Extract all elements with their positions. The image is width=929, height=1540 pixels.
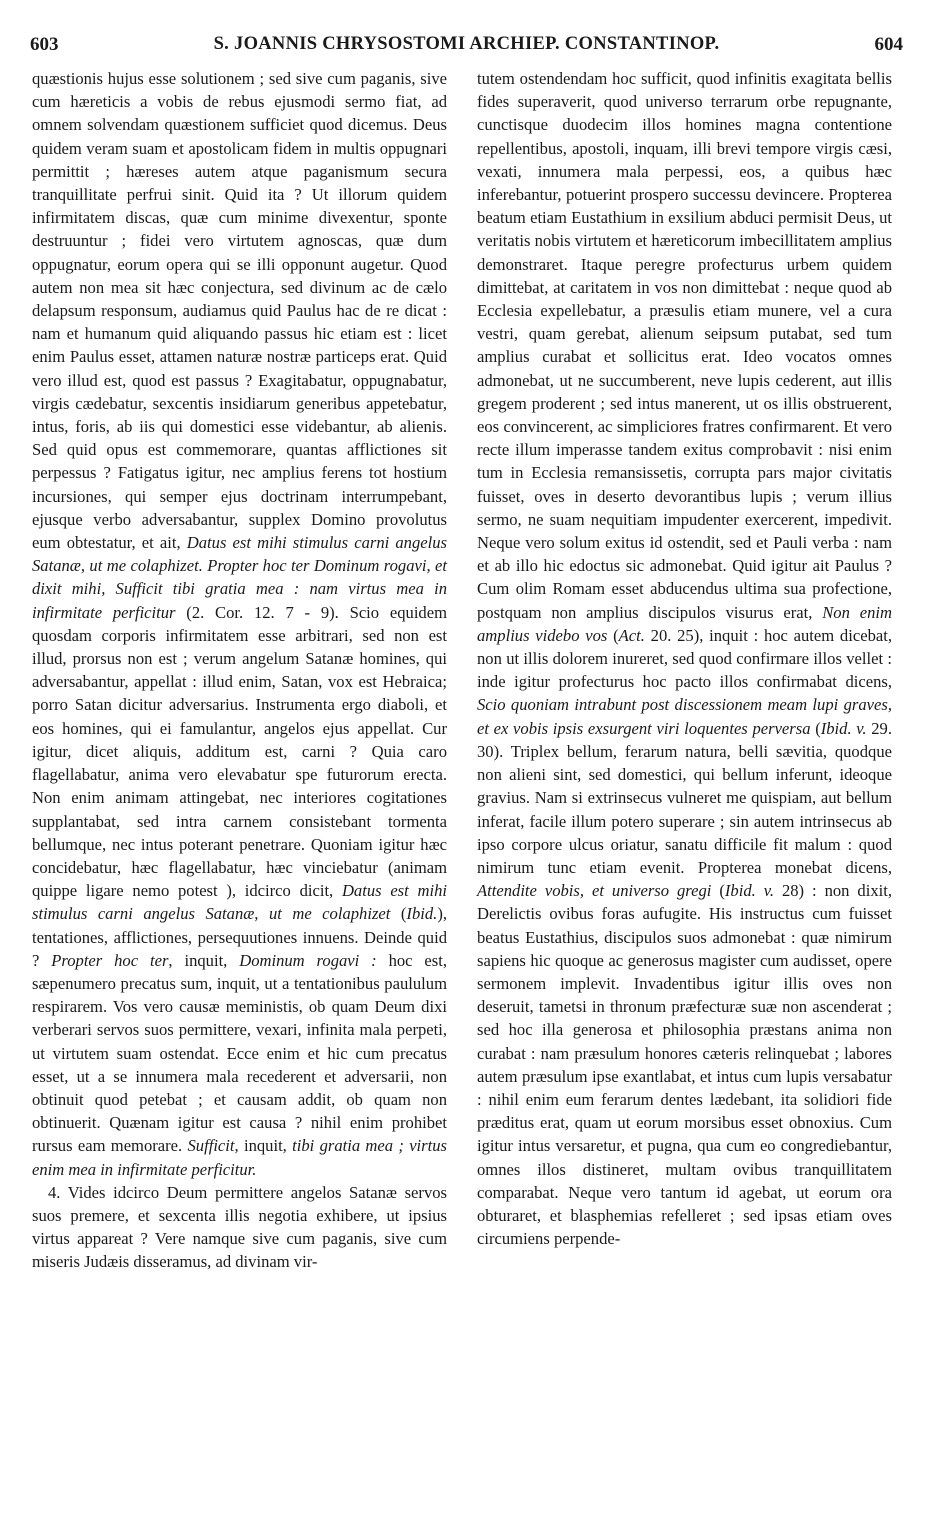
text-run: ( (607, 625, 619, 645)
italic-run: tibi gratia mea ; virtus enim mea in infirmitate perficitur. (32, 1136, 447, 1179)
text-run: 4. Vides idcirco Deum permittere angelos Satanæ servos suos premere, et sexcenta illis negotia exhibere, ut ipsius virtus appareat ? Vere namque sive cum paganis, sive cum miseris Judæis disseramus, ad divinam vir- (32, 1182, 447, 1272)
italic-run: Ibid. v. (820, 718, 867, 738)
paragraph (477, 67, 892, 1250)
text-run: , inquit, (234, 1136, 293, 1156)
text-run: ( (711, 881, 725, 901)
italic-run: Ibid. (406, 904, 438, 924)
right-column (477, 67, 892, 1250)
text-run: 29. 30). Triplex bellum, ferarum natura, belli sævitia, quodque non alieni sint, sed domestici, qui bellum inferunt, ideoque gravius. Nam si extrinsecus vulneret me quispiam, aut bellum inferat, facile illum potero superare ; sin autem intrinsecus ab ipso corpore ulcus oriatur, sanatu difficile fit malum : quod nimirum tunc etiam evenit. Propterea monebat dicens, (477, 718, 892, 877)
left-column (32, 67, 447, 1274)
italic-run: Datus est mihi stimulus carni angelus Satanæ, ut me colaphizet. Propter hoc ter Dominum rogavi, et dixit mihi, Sufficit tibi gratia mea : nam virtus mea in infirmitate perficitur (32, 533, 447, 622)
text-run: ), tentationes, afflictiones, persequutiones innuens. Deinde quid ? (32, 904, 447, 970)
text-run: 28) : non dixit, Derelictis ovibus foras aufugite. His instructus cum fuisset beatus Eustathius, discipulos suos admonebat : quæ nimirum sapiens hic quoque ac generosus magister cum audisset, opere sermonem implevit. Invadentibus igitur illis oves non deseruit, tametsi in thronum præfecturæ suæ non ascenderat ; sed hoc illa generosa et philosophia præstans anima non curabat : nam præsulum honores cæteris relinquebat ; labores autem præsulum ipse exantlabat, et intus cum lupis versabatur : nihil enim eum ferarum dentes lædebant, ita solidiori fide præditus erat, quam ut eorum morsibus esset obnoxius. Cum igitur intus versaretur, et pugna, qua cum eo congrediebantur, omnes illos distineret, multam ovibus tranquillitatem comparabat. Neque vero tantum id agebat, ut eorum ora obturaret, et blasphemias refelleret ; sed ipsas etiam oves circumiens perpende- (477, 881, 892, 1249)
italic-run: Scio quoniam intrabunt post discessionem meam lupi graves, et ex vobis ipsis exsurgent viri loquentes perversa (477, 695, 892, 738)
page-number-right: 604 (874, 34, 903, 55)
page-number-left: 603 (30, 34, 59, 55)
text-run: ( (390, 904, 407, 924)
italic-run: Datus est mihi stimulus carni angelus Satanæ, ut me colaphizet (32, 881, 447, 924)
italic-run: Dominum rogavi : (239, 950, 377, 970)
text-run: 20. 25), inquit : hoc autem dicebat, non ut illis dolorem inureret, sed quod confirmare illos vellet : inde igitur profecturus hoc pacto illos confirmabat dicens, (477, 625, 892, 692)
text-run: hoc est, sæpenumero precatus sum, inquit, ut a tentationibus paululum respirarem. Vos vero causæ meministis, ob quam Deum dixi verberari servos suos permittere, vexari, infinita mala perpeti, ut virtutem suam ostendat. Ecce enim et hic cum precatus esset, ut a se innumera mala recederent et adversarii, non obtinuit quod petebat ; et causam addit, ob quam non obtinuerit. Quænam igitur est causa ? nihil enim prohibet rursus eam memorare. (32, 950, 447, 1156)
italic-run: Propter hoc ter (51, 950, 169, 970)
text-run: tutem ostendendam hoc sufficit, quod infinitis exagitata bellis fides superaverit, quod universo terrarum orbe repugnante, cunctisque duodecim illos homines magna contentione repellentibus, apostoli, inquam, illi brevi tempore virgis cæsi, vexati, innumera mala perpessi, eos, a quibus hæc inferebantur, potuerint prospero successu devincere. Propterea beatum etiam Eustathium in exsilium abduci permisit Deus, ut veritatis nobis virtutem et hæreticorum imbecillitatem amplius demonstraret. Itaque peregre profecturus urbem quidem dimittebat, at caritatem in vos non dimittebat : neque quod ab Ecclesia expellebatur, a præsulis etiam munere, vel a cura vestri, quam gerebat, alienum seipsum putabat, sed tum amplius curabat et sollicitus erat. Ideo vocatos omnes admonebat, ut ne succumberent, neve lupis cederent, aut illis gregem proderent ; sed intus manerent, ut os illis obstruerent, eos convincerent, ac simpliciores fratres confirmarent. Et vero recte illum imperasse tandem exitus comprobavit : nisi enim tum in Ecclesia remansissetis, corrupta pars major civitatis fuisset, oves in deserto devorantibus lupis ; verum illius sermo, ne suam nequitiam impudenter exercerent, impedivit. Neque vero solum exitus id ostendit, sed et Pauli verba : nam et ab illo hic edoctus sic admonebat. Quid igitur ait Paulus ? Cum olim Romam esset abducendus ultima sua profectione, postquam non amplius discipulos visurus erat, (477, 69, 892, 622)
text-run: , inquit, (168, 950, 240, 970)
italic-run: Attendite vobis, et universo gregi (477, 881, 712, 901)
paragraph (32, 67, 447, 1181)
italic-run: Sufficit (187, 1136, 235, 1156)
italic-run: Ibid. v. (724, 881, 774, 901)
paragraph (32, 1181, 447, 1274)
running-title: S. JOANNIS CHRYSOSTOMI ARCHIEP. CONSTANTINOP. (213, 34, 720, 54)
page-header (30, 34, 903, 60)
text-run: (2. Cor. 12. 7 - 9). Scio equidem quosdam corporis infirmitatem esse arbitrari, sed non est illud, prorsus non est ; verum angelum Satanæ homines, qui adversabantur, appellat : illud enim, Satan, vox est Hebraica; porro Satan dicitur adversarius. Instrumenta ergo diaboli, et eos homines, qui ei famulantur, angelos ejus appellat. Cur igitur, dicet aliquis, additum est, carni ? Quia caro flagellabatur, anima vero elevabatur spe futurorum erecta. Non enim animam attingebat, nec interiores cogitationes supplantabat, sed intra carnem consistebant tormenta bellumque, nec intus poterant penetrare. Quoniam igitur hæc concidebatur, hæc flagellabatur, hæc vinciebatur (animam quippe ligare nemo potest ), idcirco dicit, (32, 602, 448, 901)
italic-run: Non enim amplius videbo vos (477, 602, 892, 645)
italic-run: Act. (618, 625, 645, 645)
text-run: quæstionis hujus esse solutionem ; sed sive cum paganis, sive cum hæreticis a vobis de rebus ejusmodi sermo fiat, ad omnem solvendam quæstionem sufficiet quod dicemus. Deus quidem veram suam et apostolicam fidem in multis oppugnari permittit ; hæreses autem atque paganismum secura tranquillitate perfrui sinit. Quid ita ? Ut illorum quidem infirmitatem discas, quæ cum minime divexentur, sponte destruuntur ; fidei vero virtutem agnoscas, quæ dum oppugnatur, eorum opera qui se illi opponunt augetur. Quod autem non mea sit hæc conjectura, sed divinum ac de cælo delapsum responsum, audiamus quid Paulus hac de re dicat : nam et humanum quid aliquando passus hic etiam est : licet enim Paulus esset, attamen naturæ nostræ particeps erat. Quid vero illud est, quod est passus ? Exagitabatur, oppugnabatur, virgis cædebatur, sexcentis insidiarum generibus appetebatur, intus, foris, ab iis qui domestici esse videbantur, ab alienis. Sed quid opus est commemorare, quantas afflictiones sit perpessus ? Fatigatus igitur, nec amplius ferens tot hostium incursiones, qui semper ejus doctrinam interrumpebant, ejusque verbo adversabantur, supplex Domino provolutus eum obtestatur, et ait, (32, 69, 447, 553)
text-run: ( (810, 718, 821, 738)
